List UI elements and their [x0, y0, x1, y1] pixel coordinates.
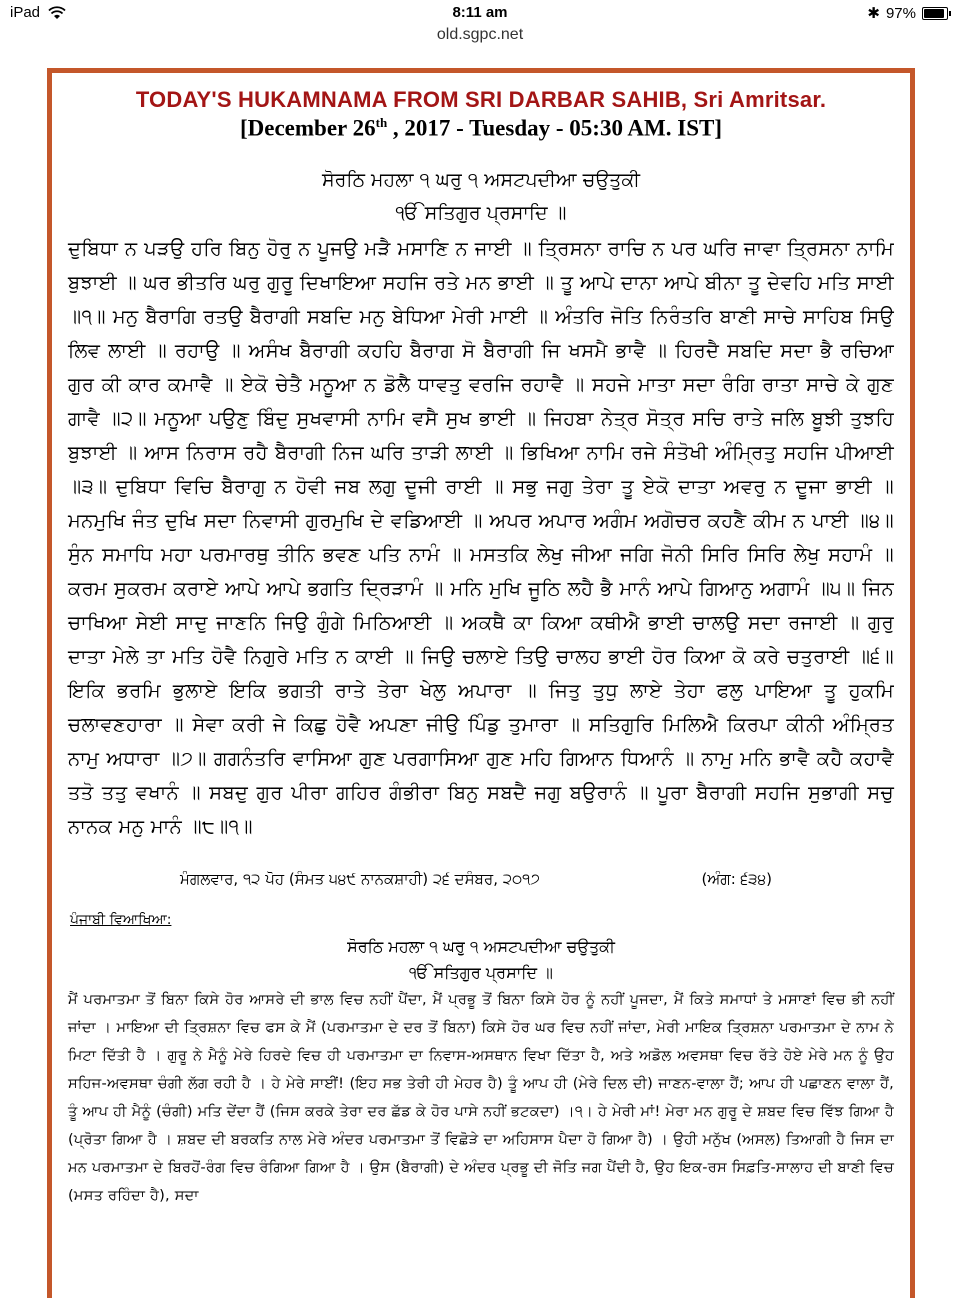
gurbani-text: ਦੁਬਿਧਾ ਨ ਪੜਉ ਹਰਿ ਬਿਨੁ ਹੋਰੁ ਨ ਪੂਜਉ ਮੜੈ ਮਸਾਣਿ ਨ ਜਾਈ ॥ ਤ੍ਰਿਸਨਾ ਰਾਚਿ ਨ ਪਰ ਘਰਿ ਜਾਵਾ ਤ੍ਰਿਸਨਾ ਨਾਮਿ ਬੁਝਾਈ ॥ ਘਰ ਭੀਤਰਿ ਘਰੁ ਗੁਰੂ ਦਿਖਾਇਆ ਸਹਜਿ ਰਤੇ ਮਨ ਭਾਈ ॥ ਤੂ ਆਪੇ ਦਾਨਾ ਆਪੇ ਬੀਨਾ ਤੂ ਦੇਵਹਿ ਮਤਿ ਸਾਈ ॥੧॥ ਮਨੁ ਬੈਰਾਗਿ ਰਤਉ ਬੈਰਾਗੀ ਸਬਦਿ ਮਨੁ ਬੇਧਿਆ ਮੇਰੀ ਮਾਈ ॥ ਅੰਤਰਿ ਜੋਤਿ ਨਿਰੰਤਰਿ ਬਾਣੀ ਸਾਚੇ ਸਾਹਿਬ ਸਿਉ ਲਿਵ ਲਾਈ ॥ ਰਹਾਉ ॥ ਅਸੰਖ ਬੈਰਾਗੀ ਕਹਹਿ ਬੈਰਾਗ ਸੋ ਬੈਰਾਗੀ ਜਿ ਖਸਮੈ ਭਾਵੈ ॥ ਹਿਰਦੈ ਸਬਦਿ ਸਦਾ ਭੈ ਰਚਿਆ ਗੁਰ ਕੀ ਕਾਰ ਕਮਾਵੈ ॥ ਏਕੋ ਚੇਤੈ ਮਨੂਆ ਨ ਡੋਲੈ ਧਾਵਤੁ ਵਰਜਿ ਰਹਾਵੈ ॥ ਸਹਜੇ ਮਾਤਾ ਸਦਾ ਰੰਗਿ ਰਾਤਾ ਸਾਚੇ ਕੇ ਗੁਣ ਗਾਵੈ ॥੨॥ ਮਨੂਆ ਪਉਣੁ ਬਿੰਦੁ ਸੁਖਵਾਸੀ ਨਾਮਿ ਵਸੈ ਸੁਖ ਭਾਈ ॥ ਜਿਹਬਾ ਨੇਤ੍ਰ ਸੋਤ੍ਰ ਸਚਿ ਰਾਤੇ ਜਲਿ ਬੂਝੀ ਤੁਝਹਿ ਬੁਝਾਈ ॥ ਆਸ ਨਿਰਾਸ ਰਹੈ ਬੈਰਾਗੀ ਨਿਜ ਘਰਿ ਤਾੜੀ ਲਾਈ ॥ ਭਿਖਿਆ ਨਾਮਿ ਰਜੇ ਸੰਤੋਖੀ ਅੰਮ੍ਰਿਤੁ ਸਹਜਿ ਪੀਆਈ ॥੩॥ ਦੁਬਿਧਾ ਵਿਚਿ ਬੈਰਾਗੁ ਨ ਹੋਵੀ ਜਬ ਲਗੁ ਦੂਜੀ ਰਾਈ ॥ ਸਭੁ ਜਗੁ ਤੇਰਾ ਤੂ ਏਕੋ ਦਾਤਾ ਅਵਰੁ ਨ ਦੂਜਾ ਭਾਈ ॥ ਮਨਮੁਖਿ ਜੰਤ ਦੁਖਿ ਸਦਾ ਨਿਵਾਸੀ ਗੁਰਮੁਖਿ ਦੇ ਵਡਿਆਈ ॥ ਅਪਰ ਅਪਾਰ ਅਗੰਮ ਅਗੋਚਰ ਕਹਣੈ ਕੀਮ ਨ ਪਾਈ ॥੪॥ ਸੁੰਨ ਸਮਾਧਿ ਮਹਾ ਪਰਮਾਰਥੁ ਤੀਨਿ ਭਵਣ ਪਤਿ ਨਾਮੰ ॥ ਮਸਤਕਿ ਲੇਖੁ ਜੀਆ ਜਗਿ ਜੋਨੀ ਸਿਰਿ ਸਿਰਿ ਲੇਖੁ ਸਹਾਮੰ ॥ ਕਰਮ ਸੁਕਰਮ ਕਰਾਏ ਆਪੇ ਆਪੇ ਭਗਤਿ ਦ੍ਰਿੜਾਮੰ ॥ ਮਨਿ ਮੁਖਿ ਜੂਠਿ ਲਹੈ ਭੈ ਮਾਨੰ ਆਪੇ ਗਿਆਨੁ ਅਗਾਮੰ ॥੫॥ ਜਿਨ ਚਾਖਿਆ ਸੇਈ ਸਾਦੁ ਜਾਣਨਿ ਜਿਉ ਗੁੰਗੇ ਮਿਠਿਆਈ ॥ ਅਕਥੈ ਕਾ ਕਿਆ ਕਥੀਐ ਭਾਈ ਚਾਲਉ ਸਦਾ ਰਜਾਈ ॥ ਗੁਰੁ ਦਾਤਾ ਮੇਲੇ ਤਾ ਮਤਿ ਹੋਵੈ ਨਿਗੁਰੇ ਮਤਿ ਨ ਕਾਈ ॥ ਜਿਉ ਚਲਾਏ ਤਿਉ ਚਾਲਹ ਭਾਈ ਹੋਰ ਕਿਆ ਕੋ ਕਰੇ ਚਤੁਰਾਈ ॥੬॥ ਇਕਿ ਭਰਮਿ ਭੁਲਾਏ ਇਕਿ ਭਗਤੀ ਰਾਤੇ ਤੇਰਾ ਖੇਲੁ ਅਪਾਰਾ ॥ ਜਿਤੁ ਤੁਧੁ ਲਾਏ ਤੇਹਾ ਫਲੁ ਪਾਇਆ ਤੂ ਹੁਕਮਿ ਚਲਾਵਣਹਾਰਾ ॥ ਸੇਵਾ ਕਰੀ ਜੇ ਕਿਛੁ ਹੋਵੈ ਅਪਣਾ ਜੀਉ ਪਿੰਡੁ ਤੁਮਾਰਾ ॥ ਸਤਿਗੁਰਿ ਮਿਲਿਐ ਕਿਰਪਾ ਕੀਨੀ ਅੰਮ੍ਰਿਤ ਨਾਮੁ ਅਧਾਰਾ ॥੭॥ ਗਗਨੰਤਰਿ ਵਾਸਿਆ ਗੁਣ ਪਰਗਾਸਿਆ ਗੁਣ ਮਹਿ ਗਿਆਨ ਧਿਆਨੰ ॥ ਨਾਮੁ ਮਨਿ ਭਾਵੈ ਕਹੈ ਕਹਾਵੈ ਤਤੋ ਤਤੁ ਵਖਾਨੰ ॥ ਸਬਦੁ ਗੁਰ ਪੀਰਾ ਗਹਿਰ ਗੰਭੀਰਾ ਬਿਨੁ ਸਬਦੈ ਜਗੁ ਬਉਰਾਨੰ ॥ ਪੂਰਾ ਬੈਰਾਗੀ ਸਹਜਿ ਸੁਭਾਗੀ ਸਚੁ ਨਾਨਕ ਮਨੁ ਮਾਨੰ ॥੮॥੧॥ — [68, 236, 894, 838]
date-suffix: , 2017 - Tuesday - 05:30 AM. IST] — [387, 115, 722, 141]
hukamnama-frame — [47, 68, 915, 1298]
page-title: TODAY'S HUKAMNAMA FROM SRI DARBAR SAHIB, Sri Amritsar. — [135, 87, 827, 112]
nanakshahi-date: ਮੰਗਲਵਾਰ, ੧੨ ਪੋਹ (ਸੰਮਤ ੫੪੯ ਨਾਨਕਸ਼ਾਹੀ) ੨੬ ਦਸੰਬਰ, ੨੦੧੭ — [180, 869, 540, 888]
nanakshahi-date-line — [62, 870, 900, 888]
url-bar[interactable]: old.sgpc.net — [436, 26, 524, 43]
hukamnama-date — [62, 115, 900, 142]
status-right — [867, 4, 948, 22]
battery-percent: 97% — [885, 4, 916, 22]
battery-icon — [922, 7, 948, 20]
vyakhya-heading: ਸੋਰਠਿ ਮਹਲਾ ੧ ਘਰੁ ੧ ਅਸਟਪਦੀਆ ਚਉਤੁਕੀ — [347, 936, 615, 956]
shabad-heading: ਸੋਰਠਿ ਮਹਲਾ ੧ ਘਰੁ ੧ ਅਸਟਪਦੀਆ ਚਉਤੁਕੀ — [321, 168, 641, 191]
mool-mantar-heading: ੴ ਸਤਿਗੁਰ ਪ੍ਰਸਾਦਿ ॥ — [395, 201, 567, 224]
status-bar — [0, 0, 960, 26]
hukamnama-content — [62, 73, 900, 1298]
vyakhya-label: ਪੰਜਾਬੀ ਵਿਆਖਿਆ: — [70, 911, 172, 928]
date-prefix: [December 26 — [240, 115, 376, 141]
vyakhya-text: ਮੈਂ ਪਰਮਾਤਮਾ ਤੋਂ ਬਿਨਾ ਕਿਸੇ ਹੋਰ ਆਸਰੇ ਦੀ ਭਾਲ ਵਿਚ ਨਹੀਂ ਪੈਂਦਾ, ਮੈਂ ਪ੍ਰਭੂ ਤੋਂ ਬਿਨਾ ਕਿਸੇ ਹੋਰ ਨੂੰ ਨਹੀਂ ਪੂਜਦਾ, ਮੈਂ ਕਿਤੇ ਸਮਾਧਾਂ ਤੇ ਮਸਾਣਾਂ ਵਿਚ ਭੀ ਨਹੀਂ ਜਾਂਦਾ । ਮਾਇਆ ਦੀ ਤ੍ਰਿਸ਼ਨਾ ਵਿਚ ਫਸ ਕੇ ਮੈਂ (ਪਰਮਾਤਮਾ ਦੇ ਦਰ ਤੋਂ ਬਿਨਾ) ਕਿਸੇ ਹੋਰ ਘਰ ਵਿਚ ਨਹੀਂ ਜਾਂਦਾ, ਮੇਰੀ ਮਾਇਕ ਤ੍ਰਿਸ਼ਨਾ ਪਰਮਾਤਮਾ ਦੇ ਨਾਮ ਨੇ ਮਿਟਾ ਦਿੱਤੀ ਹੈ । ਗੁਰੂ ਨੇ ਮੈਨੂੰ ਮੇਰੇ ਹਿਰਦੇ ਵਿਚ ਹੀ ਪਰਮਾਤਮਾ ਦਾ ਨਿਵਾਸ-ਅਸਥਾਨ ਵਿਖਾ ਦਿੱਤਾ ਹੈ, ਅਤੇ ਅਡੋਲ ਅਵਸਥਾ ਵਿਚ ਰੱਤੇ ਹੋਏ ਮੇਰੇ ਮਨ ਨੂੰ ਉਹ ਸਹਿਜ-ਅਵਸਥਾ ਚੰਗੀ ਲੱਗ ਰਹੀ ਹੈ । ਹੇ ਮੇਰੇ ਸਾਈਂ! (ਇਹ ਸਭ ਤੇਰੀ ਹੀ ਮੇਹਰ ਹੈ) ਤੂੰ ਆਪ ਹੀ (ਮੇਰੇ ਦਿਲ ਦੀ) ਜਾਣਨ-ਵਾਲਾ ਹੈਂ; ਆਪ ਹੀ ਪਛਾਣਨ ਵਾਲਾ ਹੈਂ, ਤੂੰ ਆਪ ਹੀ ਮੈਨੂੰ (ਚੰਗੀ) ਮਤਿ ਦੇਂਦਾ ਹੈਂ (ਜਿਸ ਕਰਕੇ ਤੇਰਾ ਦਰ ਛੱਡ ਕੇ ਹੋਰ ਪਾਸੇ ਨਹੀਂ ਭਟਕਦਾ) ।੧। ਹੇ ਮੇਰੀ ਮਾਂ! ਮੇਰਾ ਮਨ ਗੁਰੂ ਦੇ ਸ਼ਬਦ ਵਿਚ ਵਿੱਝ ਗਿਆ ਹੈ (ਪ੍ਰੋਤਾ ਗਿਆ ਹੈ । ਸ਼ਬਦ ਦੀ ਬਰਕਤਿ ਨਾਲ ਮੇਰੇ ਅੰਦਰ ਪਰਮਾਤਮਾ ਤੋਂ ਵਿਛੋੜੇ ਦਾ ਅਹਿਸਾਸ ਪੈਦਾ ਹੋ ਗਿਆ ਹੈ) । ਉਹੀ ਮਨੁੱਖ (ਅਸਲ) ਤਿਆਗੀ ਹੈ ਜਿਸ ਦਾ ਮਨ ਪਰਮਾਤਮਾ ਦੇ ਬਿਰਹੋਂ-ਰੰਗ ਵਿਚ ਰੰਗਿਆ ਗਿਆ ਹੈ । ਉਸ (ਬੈਰਾਗੀ) ਦੇ ਅੰਦਰ ਪ੍ਰਭੂ ਦੀ ਜੋਤਿ ਜਗ ਪੈਂਦੀ ਹੈ, ਉਹ ਇਕ-ਰਸ ਸਿਫ਼ਤਿ-ਸਾਲਾਹ ਦੀ ਬਾਣੀ ਵਿਚ (ਮਸਤ ਰਹਿੰਦਾ ਹੈ), ਸਦਾ — [68, 990, 894, 1204]
ang-number: (ਅੰਗ: ੬੩੪) — [701, 869, 772, 888]
bluetooth-icon: ✱ — [867, 5, 880, 22]
status-time: 8:11 am — [452, 4, 508, 21]
date-superscript: th — [375, 115, 388, 130]
vyakhya-mool-mantar: ੴ ਸਤਿਗੁਰ ਪ੍ਰਸਾਦਿ ॥ — [409, 962, 553, 982]
device-label: iPad — [10, 4, 41, 21]
